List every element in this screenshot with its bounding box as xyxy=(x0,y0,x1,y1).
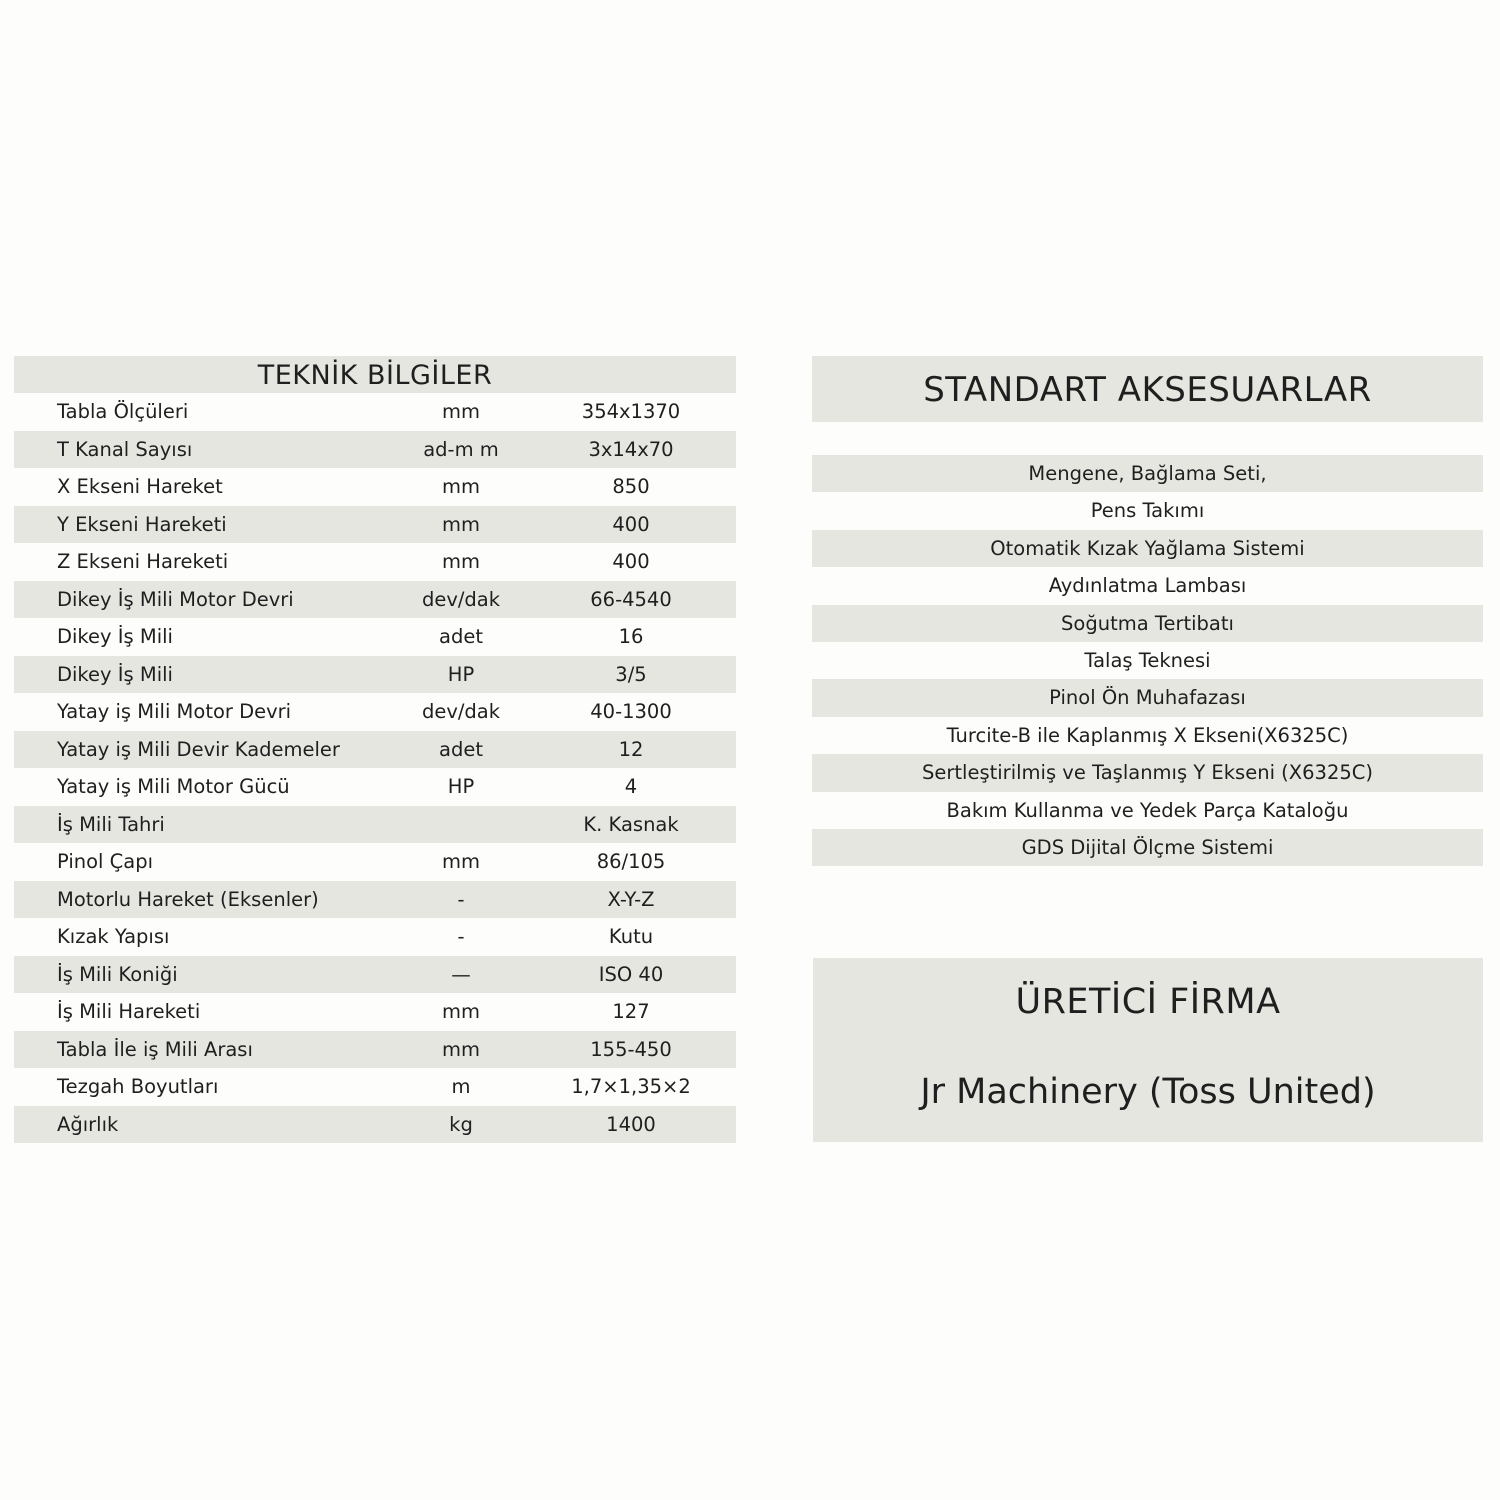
technical-specs-table xyxy=(14,356,736,1143)
specs-rows xyxy=(14,393,736,1143)
spec-row xyxy=(14,468,736,506)
spec-row xyxy=(14,956,736,994)
specs-title: TEKNİK BİLGİLER xyxy=(14,356,736,393)
accessory-item: Soğutma Tertibatı xyxy=(812,605,1483,642)
accessory-item: Aydınlatma Lambası xyxy=(812,567,1483,604)
spec-value: 400 xyxy=(612,512,650,536)
spec-name: İş Mili Hareketi xyxy=(57,1000,201,1024)
accessory-item: Sertleştirilmiş ve Taşlanmış Y Ekseni (X6325C) xyxy=(812,754,1483,791)
spec-row xyxy=(14,693,736,731)
spec-unit: dev/dak xyxy=(421,700,501,724)
spec-name: Tabla Ölçüleri xyxy=(57,400,189,424)
accessory-item: Pinol Ön Muhafazası xyxy=(812,679,1483,716)
spec-name: Motorlu Hareket (Eksenler) xyxy=(57,887,319,911)
accessory-item: Turcite-B ile Kaplanmış X Ekseni(X6325C) xyxy=(812,717,1483,754)
spec-name: İş Mili Tahri xyxy=(57,812,165,836)
accessory-item: Mengene, Bağlama Seti, xyxy=(812,455,1483,492)
spec-unit: adet xyxy=(439,625,483,649)
spec-unit: - xyxy=(457,887,465,911)
spec-name: Dikey İş Mili xyxy=(57,662,173,686)
spec-value: 354x1370 xyxy=(581,400,681,424)
spec-row xyxy=(14,918,736,956)
spec-value: Kutu xyxy=(608,925,654,949)
spec-row xyxy=(14,731,736,769)
spec-row xyxy=(14,843,736,881)
spec-unit: HP xyxy=(447,775,475,799)
spec-name: Ağırlık xyxy=(57,1112,119,1136)
spec-value: 86/105 xyxy=(596,850,666,874)
spec-row xyxy=(14,1068,736,1106)
spec-unit: mm xyxy=(442,850,480,874)
accessory-item: Otomatik Kızak Yağlama Sistemi xyxy=(812,530,1483,567)
spec-unit: mm xyxy=(442,1037,480,1061)
spec-unit: kg xyxy=(449,1112,473,1136)
spec-unit: mm xyxy=(442,550,480,574)
spec-name: T Kanal Sayısı xyxy=(57,437,193,461)
spec-unit: mm xyxy=(442,1000,480,1024)
spec-value: 3/5 xyxy=(615,662,647,686)
spec-value: 1400 xyxy=(606,1112,656,1136)
spec-name: X Ekseni Hareket xyxy=(57,475,223,499)
spec-name: Yatay iş Mili Motor Devri xyxy=(57,700,292,724)
spec-value: 127 xyxy=(612,1000,650,1024)
spec-name: İş Mili Koniği xyxy=(57,962,178,986)
accessory-item: Bakım Kullanma ve Yedek Parça Kataloğu xyxy=(812,792,1483,829)
spec-unit: mm xyxy=(442,400,480,424)
spec-name: Tabla İle iş Mili Arası xyxy=(57,1037,253,1061)
accessories-title: STANDART AKSESUARLAR xyxy=(812,356,1483,422)
spec-row xyxy=(14,618,736,656)
spec-unit: — xyxy=(451,962,471,986)
spec-unit: mm xyxy=(442,512,480,536)
spec-value: 16 xyxy=(618,625,644,649)
spec-value: 66-4540 xyxy=(590,587,672,611)
spec-value: X-Y-Z xyxy=(607,887,655,911)
spec-row xyxy=(14,806,736,844)
spec-name: Kızak Yapısı xyxy=(57,925,170,949)
spec-name: Pinol Çapı xyxy=(57,850,154,874)
spec-name: Dikey İş Mili xyxy=(57,625,173,649)
spec-row xyxy=(14,543,736,581)
spec-name: Z Ekseni Hareketi xyxy=(57,550,229,574)
spec-row xyxy=(14,393,736,431)
spec-unit: mm xyxy=(442,475,480,499)
spec-value: 4 xyxy=(624,775,638,799)
manufacturer-title: ÜRETİCİ FİRMA xyxy=(1015,982,1281,1022)
spec-row xyxy=(14,1106,736,1144)
spec-unit: m xyxy=(451,1075,471,1099)
spec-name: Yatay iş Mili Devir Kademeler xyxy=(57,737,340,761)
spec-row xyxy=(14,993,736,1031)
spec-row xyxy=(14,1031,736,1069)
spec-name: Tezgah Boyutları xyxy=(57,1075,219,1099)
accessory-item: GDS Dijital Ölçme Sistemi xyxy=(812,829,1483,866)
spec-row xyxy=(14,581,736,619)
spec-row xyxy=(14,768,736,806)
spec-unit: - xyxy=(457,925,465,949)
manufacturer-name: Jr Machinery (Toss United) xyxy=(920,1072,1376,1112)
spec-name: Yatay iş Mili Motor Gücü xyxy=(57,775,290,799)
spec-unit: dev/dak xyxy=(421,587,501,611)
spec-value: 40-1300 xyxy=(590,700,672,724)
spec-row xyxy=(14,881,736,919)
spec-unit: adet xyxy=(439,737,483,761)
spec-unit: HP xyxy=(447,662,475,686)
spec-value: 3x14x70 xyxy=(588,437,674,461)
spec-unit: ad-m m xyxy=(423,437,499,461)
accessory-item: Pens Takımı xyxy=(812,492,1483,529)
spec-name: Dikey İş Mili Motor Devri xyxy=(57,587,294,611)
spec-value: 1,7×1,35×2 xyxy=(571,1075,691,1099)
manufacturer-box xyxy=(813,958,1483,1142)
spec-value: 155-450 xyxy=(590,1037,672,1061)
spec-value: 850 xyxy=(612,475,650,499)
spec-row xyxy=(14,506,736,544)
spec-value: ISO 40 xyxy=(598,962,664,986)
spec-value: K. Kasnak xyxy=(583,812,679,836)
spec-row xyxy=(14,431,736,469)
spec-value: 12 xyxy=(618,737,644,761)
spec-row xyxy=(14,656,736,694)
accessories-list xyxy=(812,455,1483,866)
spec-name: Y Ekseni Hareketi xyxy=(57,512,227,536)
accessory-item: Talaş Teknesi xyxy=(812,642,1483,679)
spec-value: 400 xyxy=(612,550,650,574)
